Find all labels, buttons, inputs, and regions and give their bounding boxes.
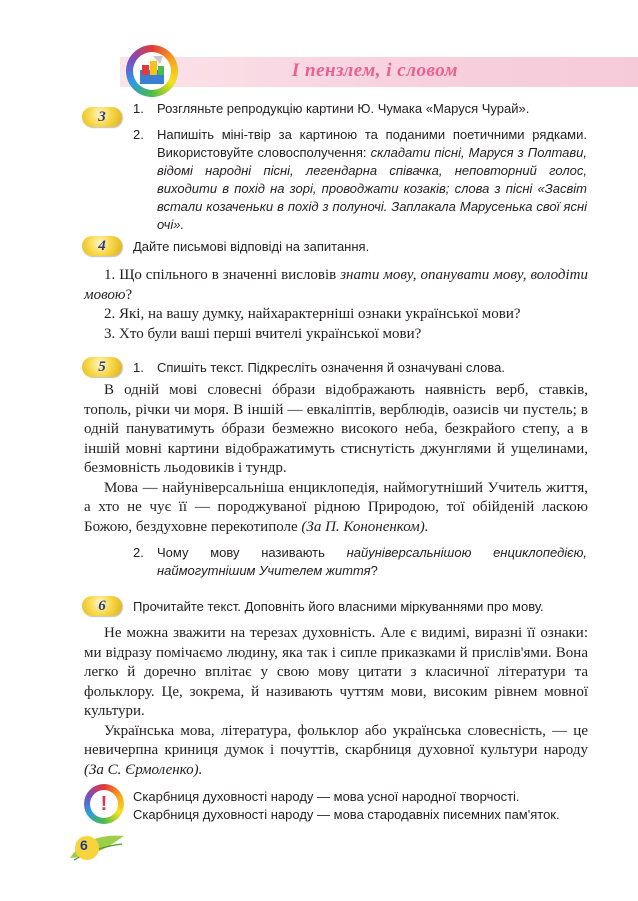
task-badge-3: 3 (82, 107, 122, 127)
attention-icon (84, 784, 124, 824)
task5-para2-text: Мова — найуніверсальніша енциклопедія, наймогутніший Учитель життя, а хто не чує її — породжуваної рідною Природою, тої обійденій ласкою Божою, бездуховне перекотиполе (84, 479, 588, 535)
task5-source: (За П. Кононенком). (301, 518, 429, 535)
task5-item2-start: Чому мову називають (157, 545, 325, 560)
task-badge-6: 6 (82, 596, 122, 616)
task4-instruction: Дайте письмові відповіді на запитання. (133, 239, 370, 254)
task6-paragraph-2 (84, 722, 588, 781)
task4-question-3: 3. Хто були ваші перші вчителі української мови? (104, 325, 422, 342)
note-block (133, 788, 587, 824)
task3-item1-text: Розгляньте репродукцію картини Ю. Чумака «Маруся Чурай». (157, 101, 530, 116)
task3-item2-body (157, 126, 587, 234)
page-number: 6 (80, 837, 88, 853)
task5-item1-text: Спишіть текст. Підкресліть означення й означувані слова. (157, 360, 505, 375)
task4-question-1 (84, 266, 588, 305)
q1-start: 1. Що спільного в значенні висловів (104, 267, 337, 283)
q1-italic: знати мову, опанувати мову, володіти мовою (84, 267, 589, 303)
task-badge-4: 4 (82, 236, 122, 256)
task5-item2-num: 2. (133, 545, 144, 560)
task5-item2-body (157, 544, 587, 580)
task5-paragraph-1: В одній мові словесні óбрази відображають наявність верб, ставків, тополь, річки чи моря. В іншій — евкаліптів, верблюдів, оазисів чи пустель; в одній пануватимуть óбрази безмежно високого неба, безкрайого степу, а в іншій мовні картини відображатимуть стиснутість джунглями й ущелинами, безмовність льодовиків і тундр. (84, 382, 588, 476)
task5-item2-italic: найуніверсальнішою енциклопедією, наймогутнішим Учителем життя (157, 545, 587, 578)
task3-item2-italic: складати пісні, Маруся з Полтави, відомі народні пісні, легендарна співачка, неповторний голос, виходити в похід на зорі, проводжати козаків; слова з пісні «Засвіт встали козаченьки в похід з полуночі. Заплакала Марусенька свої ясні очі». (157, 145, 588, 232)
note-line-2: Скарбниця духовності народу — мова стародавніх писемних пам'яток. (133, 807, 560, 822)
section-title: І пензлем, і словом (291, 60, 458, 81)
task4-question-2: 2. Які, на вашу думку, найхарактерніші ознаки української мови? (104, 306, 521, 322)
task4-questions (84, 266, 588, 344)
task3-item1-num: 1. (133, 101, 144, 116)
task6-paragraph-1: Не можна зважити на терезах духовність. Але є видимі, виразні її ознаки: ми відразу помічаємо людину, яка так і сипле приказками й прислів'ями. Вона легко й доречно вплітає у свою мову цитати з класичної літератури та фольклору. Це, зокрема, й називають чуттям мови, високим рівнем мовної культури. (84, 625, 588, 719)
task6-para2-text: Українська мова, література, фольклор або українська словесність, — це невичерпна криниця думок і почуттів, скарбниця духовної культури народу (84, 722, 588, 758)
q1-end: ? (125, 286, 133, 303)
task5-text (84, 381, 588, 537)
task5-paragraph-2 (84, 479, 588, 538)
note-line-1: Скарбниця духовності народу — мова усної народної творчості. (133, 789, 520, 804)
task5-item1-num: 1. (133, 360, 144, 375)
task6-text (84, 624, 588, 780)
task6-source: (За С. Єрмоленко). (84, 761, 203, 778)
task3-item2-text: Напишіть міні-твір за картиною та поданими поетичними рядками. Використовуйте словосполучення: (157, 127, 587, 160)
task6-instruction: Прочитайте текст. Доповніть його власними міркуваннями про мову. (133, 599, 544, 614)
rubric-logo-icon (126, 45, 178, 97)
task5-item2-end: ? (370, 563, 378, 578)
task3-item2-num: 2. (133, 127, 144, 142)
page-leaf-icon (68, 830, 126, 864)
attention-glyph: ! (90, 790, 118, 818)
task-badge-5: 5 (82, 357, 122, 377)
